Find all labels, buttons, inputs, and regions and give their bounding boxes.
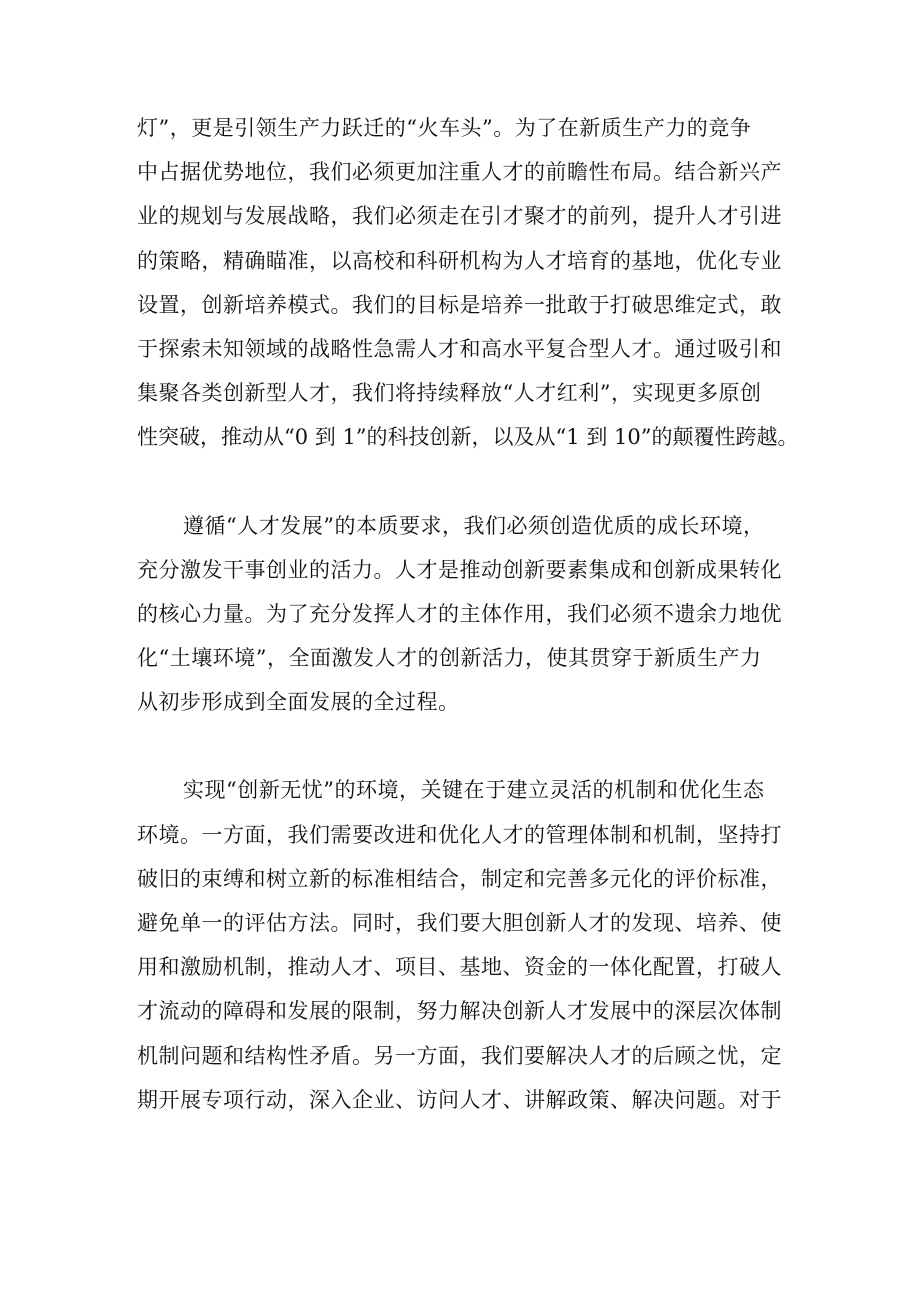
text-line: 中占据优势地位，我们必须更加注重人才的前瞻性布局。结合新兴产 xyxy=(137,160,782,185)
paragraph-innovation-mechanism xyxy=(137,768,800,1122)
text-line: 破旧的束缚和树立新的标准相结合，制定和完善多元化的评价标准， xyxy=(137,866,782,891)
text-line: 设置，创新培养模式。我们的目标是培养一批敢于打破思维定式，敢 xyxy=(137,292,782,317)
paragraph-talent-strategy xyxy=(137,106,800,460)
text-line: 于探索未知领域的战略性急需人才和高水平复合型人才。通过吸引和 xyxy=(137,336,782,361)
text-line: 期开展专项行动，深入企业、访问人才、讲解政策、解决问题。对于 xyxy=(137,1087,782,1112)
text-line: 实现“创新无忧”的环境，关键在于建立灵活的机制和优化生态 xyxy=(183,778,765,803)
text-line: 灯”，更是引领生产力跃迁的“火车头”。为了在新质生产力的竞争 xyxy=(137,116,752,140)
text-line: 业的规划与发展战略，我们必须走在引才聚才的前列，提升人才引进 xyxy=(137,204,782,229)
text-line: 遵循“人才发展”的本质要求，我们必须创造优质的成长环境， xyxy=(183,513,765,538)
text-line: 从初步形成到全面发展的全过程。 xyxy=(137,690,460,715)
paragraph-growth-environment xyxy=(137,504,800,725)
text-line: 集聚各类创新型人才，我们将持续释放“人才红利”，实现更多原创 xyxy=(137,381,762,406)
text-line: 充分激发干事创业的活力。人才是推动创新要素集成和创新成果转化 xyxy=(137,557,782,582)
text-line: 性突破，推动从“0 到 1”的科技创新，以及从“1 到 10”的颠覆性跨越。 xyxy=(137,425,799,450)
text-line: 环境。一方面，我们需要改进和优化人才的管理体制和机制，坚持打 xyxy=(137,822,782,847)
text-line: 才流动的障碍和发展的限制，努力解决创新人才发展中的深层次体制 xyxy=(137,999,782,1024)
text-line: 的核心力量。为了充分发挥人才的主体作用，我们必须不遗余力地优 xyxy=(137,601,782,626)
text-line: 用和激励机制，推动人才、项目、基地、资金的一体化配置，打破人 xyxy=(137,955,782,980)
text-line: 机制问题和结构性矛盾。另一方面，我们要解决人才的后顾之忧，定 xyxy=(137,1043,782,1068)
document-body xyxy=(137,106,800,1122)
text-line: 避免单一的评估方法。同时，我们要大胆创新人才的发现、培养、使 xyxy=(137,911,782,935)
text-line: 的策略，精确瞄准，以高校和科研机构为人才培育的基地，优化专业 xyxy=(137,248,782,273)
text-line: 化“土壤环境”，全面激发人才的创新活力，使其贯穿于新质生产力 xyxy=(137,646,762,671)
